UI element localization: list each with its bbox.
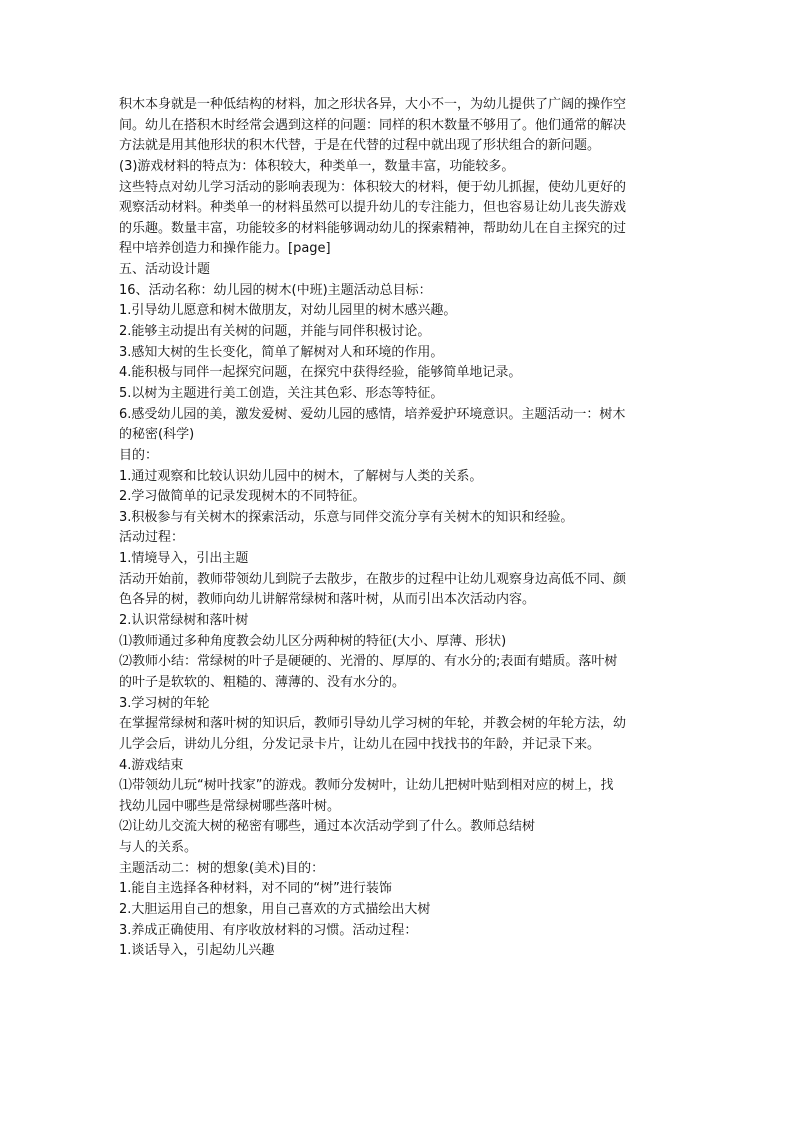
text-line: 1.情境导入，引出主题 bbox=[119, 551, 249, 567]
text-line: 1.引导幼儿愿意和树木做朋友，对幼儿园里的树木感兴趣。 bbox=[119, 303, 457, 319]
text-line: 间。幼儿在搭积木时经常会遇到这样的问题：同样的积木数量不够用了。他们通常的解决 bbox=[119, 117, 627, 133]
text-line: 3.感知大树的生长变化，简单了解树对人和环境的作用。 bbox=[119, 344, 444, 360]
text-line: 找幼儿园中哪些是常绿树哪些落叶树。 bbox=[119, 798, 341, 814]
text-line: 目的： bbox=[119, 447, 159, 463]
text-line: 2.认识常绿树和落叶树 bbox=[119, 613, 249, 629]
text-line: 3.学习树的年轮 bbox=[119, 695, 210, 711]
text-line: 1.能自主选择各种材料，对不同的“树”进行装饰 bbox=[119, 881, 392, 897]
text-line: ⑴教师通过多种角度教会幼儿区分两种树的特征(大小、厚薄、形状) bbox=[119, 633, 507, 649]
text-line: 儿学会后，讲幼儿分组，分发记录卡片，让幼儿在园中找找书的年龄，并记录下来。 bbox=[119, 736, 601, 752]
text-line: 在掌握常绿树和落叶树的知识后，教师引导幼儿学习树的年轮，并教会树的年轮方法，幼 bbox=[119, 716, 627, 732]
text-line: ⑴带领幼儿玩“树叶找家”的游戏。教师分发树叶，让幼儿把树叶贴到相对应的树上，找 bbox=[119, 778, 614, 794]
section-heading: 五、活动设计题 bbox=[119, 262, 211, 278]
text-line: 主题活动二：树的想象(美术)目的： bbox=[119, 860, 325, 876]
text-line: (3)游戏材料的特点为：体积较大，种类单一，数量丰富，功能较多。 bbox=[119, 158, 515, 174]
text-line: 的秘密(科学) bbox=[119, 427, 195, 443]
text-line: 活动过程： bbox=[119, 530, 185, 546]
text-line: 2.大胆运用自己的想象，用自己喜欢的方式描绘出大树 bbox=[119, 901, 431, 917]
text-line: 程中培养创造力和操作能力。[page] bbox=[119, 241, 331, 257]
text-line: 3.养成正确使用、有序收放材料的习惯。活动过程： bbox=[119, 922, 418, 938]
text-line: 观察活动材料。种类单一的材料虽然可以提升幼儿的专注能力，但也容易让幼儿丧失游戏 bbox=[119, 200, 627, 216]
text-line: 活动开始前，教师带领幼儿到院子去散步，在散步的过程中让幼儿观察身边高低不同、颜 bbox=[119, 571, 627, 587]
text-line: 色各异的树，教师向幼儿讲解常绿树和落叶树，从而引出本次活动内容。 bbox=[119, 592, 536, 608]
text-line: 方法就是用其他形状的积木代替，于是在代替的过程中就出现了形状组合的新问题。 bbox=[119, 138, 601, 154]
text-line: 16、活动名称：幼儿园的树木(中班)主题活动总目标： bbox=[119, 282, 432, 298]
text-line: 积木本身就是一种低结构的材料，加之形状各异，大小不一，为幼儿提供了广阔的操作空 bbox=[119, 97, 627, 112]
text-line: ⑵让幼儿交流大树的秘密有哪些，通过本次活动学到了什么。教师总结树 bbox=[119, 819, 536, 835]
text-line: 1.通过观察和比较认识幼儿园中的树木，了解树与人类的关系。 bbox=[119, 468, 483, 484]
text-line: ⑵教师小结：常绿树的叶子是硬硬的、光滑的、厚厚的、有水分的;表面有蜡质。落叶树 bbox=[119, 654, 618, 670]
text-line: 6.感受幼儿园的美，激发爱树、爱幼儿园的感情，培养爱护环境意识。主题活动一：树木 bbox=[119, 406, 626, 422]
text-line: 2.学习做简单的记录发现树木的不同特征。 bbox=[119, 489, 366, 505]
text-line: 的乐趣。数量丰富，功能较多的材料能够调动幼儿的探索精神，帮助幼儿在自主探究的过 bbox=[119, 220, 627, 236]
text-line: 4.能积极与同伴一起探究问题，在探究中获得经验，能够简单地记录。 bbox=[119, 365, 522, 381]
text-line: 的叶子是软软的、粗糙的、薄薄的、没有水分的。 bbox=[119, 674, 406, 690]
document-body bbox=[119, 95, 679, 962]
text-line: 2.能够主动提出有关树的问题，并能与同伴积极讨论。 bbox=[119, 324, 431, 340]
text-line: 与人的关系。 bbox=[119, 840, 198, 856]
text-line: 3.积极参与有关树木的探索活动，乐意与同伴交流分享有关树木的知识和经验。 bbox=[119, 509, 574, 525]
text-line: 1.谈话导入，引起幼儿兴趣 bbox=[119, 943, 275, 959]
text-line: 5.以树为主题进行美工创造，关注其色彩、形态等特征。 bbox=[119, 385, 444, 401]
text-line: 这些特点对幼儿学习活动的影响表现为：体积较大的材料，便于幼儿抓握，使幼儿更好的 bbox=[119, 179, 627, 195]
text-line: 4.游戏结束 bbox=[119, 757, 184, 773]
